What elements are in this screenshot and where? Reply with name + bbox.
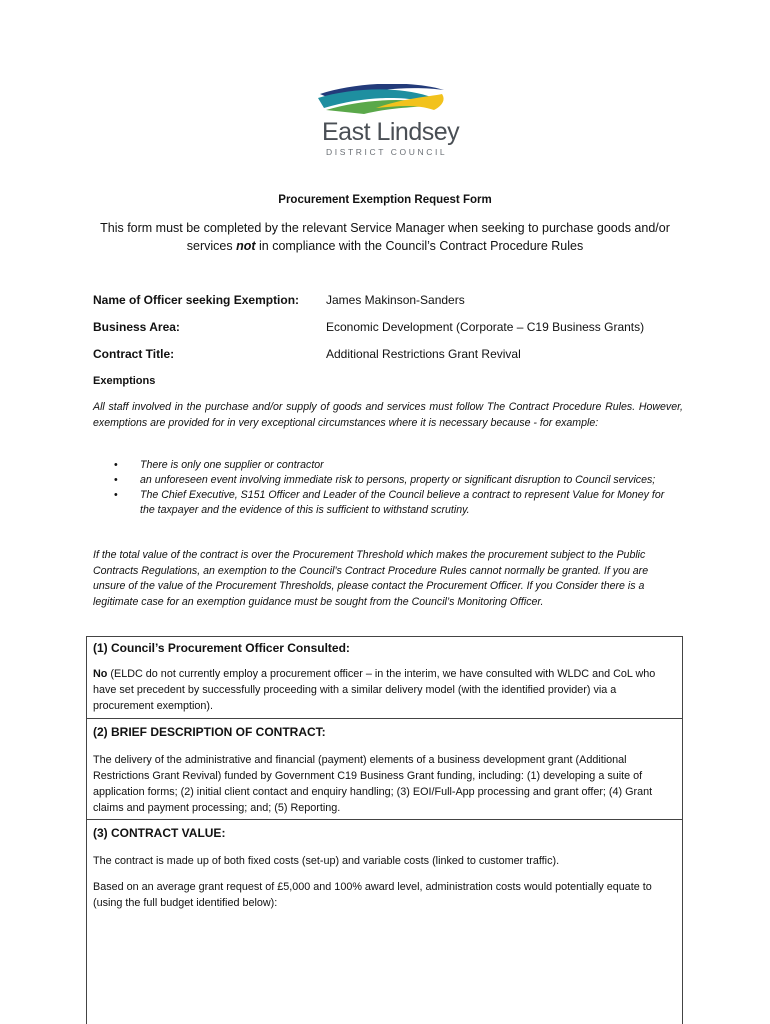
- section-1-text: [93, 666, 673, 714]
- list-item: [114, 458, 674, 473]
- bullet-text: The Chief Executive, S151 Officer and Leader of the Council believe a contract to represent Value for Money for the taxpayer and the evidence of this is sufficient to withstand scrutiny.: [140, 489, 665, 516]
- logo-name: East Lindsey: [322, 118, 460, 146]
- bullet-icon: •: [114, 459, 118, 471]
- bullet-icon: •: [114, 474, 118, 486]
- list-item: [114, 473, 674, 488]
- list-item: [114, 488, 674, 518]
- intro-text-2: in compliance with the Council’s Contract Procedure Rules: [255, 239, 584, 253]
- section-1-heading: (1) Council’s Procurement Officer Consulted:: [93, 641, 350, 655]
- section-1-answer: No: [93, 668, 108, 680]
- section-2-text: The delivery of the administrative and financial (payment) elements of a business development grant (Additional Restrictions Grant Revival) funded by Government C19 Business Grant funding, including: (1) developing a suite of application forms; (2) initial client contact and enquiry handling; (3) EOI/Full-App processing and grant offer; (4) Grant claims and payment processing; and; (5) Reporting.: [93, 754, 653, 814]
- bullet-text: an unforeseen event involving immediate risk to persons, property or significant disruption to Council services;: [140, 474, 656, 486]
- section-3-text-1: The contract is made up of both fixed costs (set-up) and variable costs (linked to customer traffic).: [93, 855, 560, 867]
- section-divider: [86, 819, 683, 820]
- section-1-detail: (ELDC do not currently employ a procurement officer – in the interim, we have consulted with WLDC and CoL who have set precedent by successfully proceeding with a similar delivery model (with the identified provider) via a procurement exemption).: [93, 668, 656, 712]
- business-area-label: Business Area:: [93, 320, 180, 334]
- exemptions-heading: Exemptions: [93, 375, 156, 387]
- council-logo: [316, 84, 460, 159]
- council-logo-swoosh-icon: [316, 84, 456, 120]
- bullet-icon: •: [114, 489, 118, 501]
- form-title: Procurement Exemption Request Form: [278, 194, 492, 206]
- officer-name-value: James Makinson-Sanders: [326, 293, 465, 307]
- intro-text-1: This form must be completed by the relevant Service Manager when seeking to purchase goods and/or services: [100, 221, 670, 253]
- intro-emphasis: not: [236, 239, 256, 253]
- exemptions-bullet-list: [114, 458, 674, 518]
- section-3-text-2: Based on an average grant request of £5,000 and 100% award level, administration costs would potentially equate to (using the full budget identified below):: [93, 881, 652, 909]
- officer-name-label: Name of Officer seeking Exemption:: [93, 293, 300, 307]
- section-divider: [86, 718, 683, 719]
- threshold-note: If the total value of the contract is over the Procurement Threshold which makes the procurement subject to the Public Contracts Regulations, an exemption to the Council’s Contract Procedure Rules cannot normally be granted. If you are unsure of the value of the Procurement Thresholds, please contact the Procurement Officer. If you Consider there is a legitimate case for an exemption guidance must be sought from the Council’s Monitoring Officer.: [93, 549, 649, 608]
- logo-subtitle: DISTRICT COUNCIL: [326, 147, 448, 157]
- section-3-heading: (3) CONTRACT VALUE:: [93, 826, 226, 840]
- bullet-text: There is only one supplier or contractor: [140, 459, 324, 471]
- contract-title-label: Contract Title:: [93, 347, 175, 361]
- form-intro: [90, 219, 680, 255]
- exemptions-paragraph: All staff involved in the purchase and/or supply of goods and services must follow The Contract Procedure Rules. However, exemptions are provided for in very exceptional circumstances where it is necessary because - for example:: [93, 401, 683, 429]
- contract-title-value: Additional Restrictions Grant Revival: [326, 347, 521, 361]
- business-area-value: Economic Development (Corporate – C19 Business Grants): [326, 320, 645, 334]
- section-2-heading: (2) BRIEF DESCRIPTION OF CONTRACT:: [93, 725, 326, 739]
